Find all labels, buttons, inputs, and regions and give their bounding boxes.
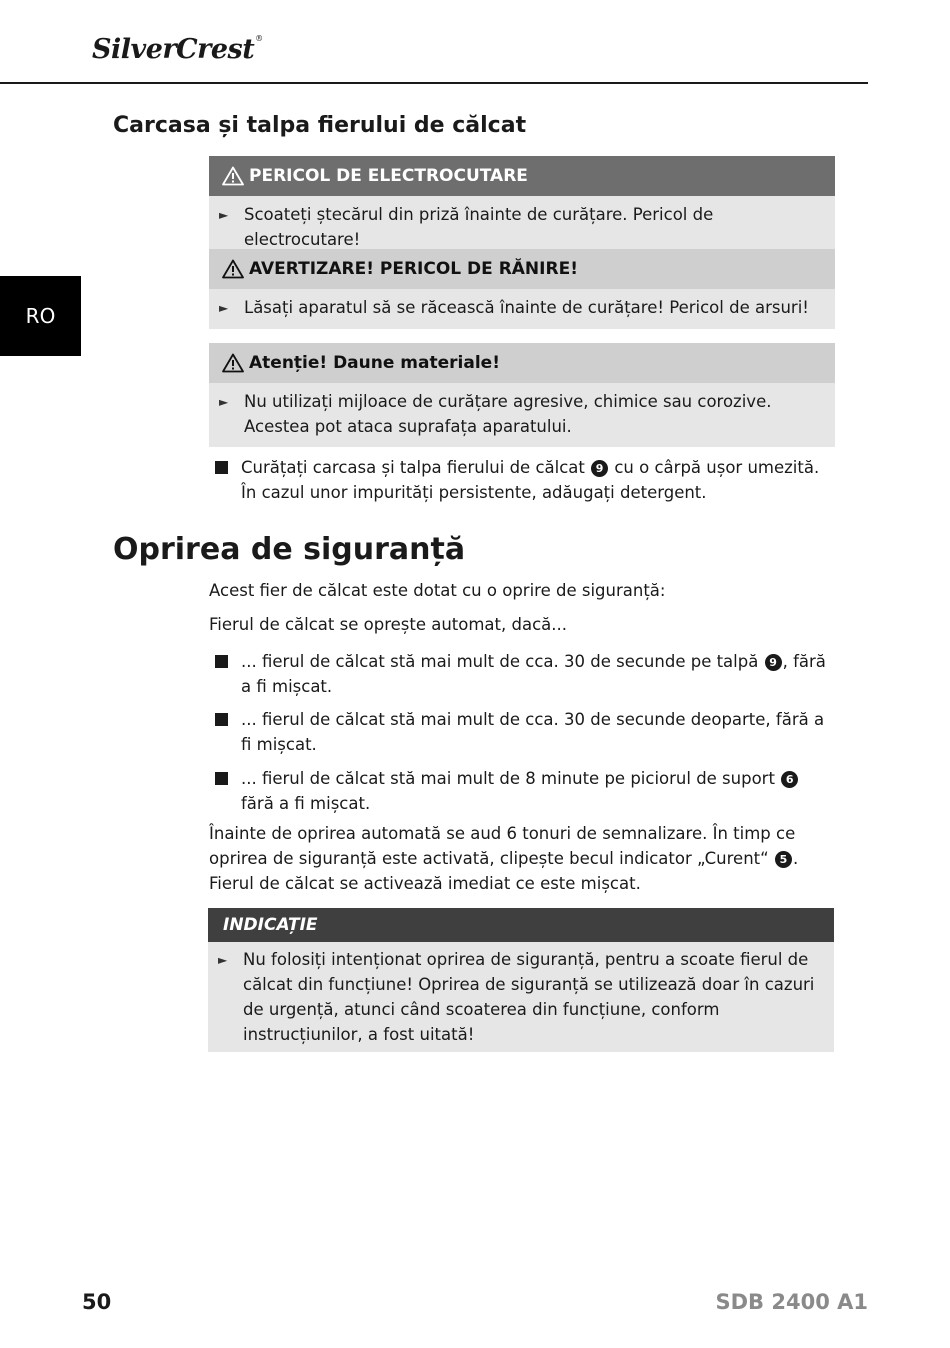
part-number-badge: 5 <box>775 851 792 868</box>
note-body <box>208 942 834 1052</box>
box-header <box>209 249 835 289</box>
square-bullet-icon <box>215 461 228 474</box>
condition-paragraph: Fierul de călcat se oprește automat, dacă... <box>209 615 568 634</box>
intro-paragraph: Acest fier de călcat este dotat cu o oprire de siguranță: <box>209 581 666 600</box>
header-divider <box>0 82 868 84</box>
box-text: Nu utilizați mijloace de curățare agresive, chimice sau corozive. Acestea pot ataca suprafața aparatului. <box>244 392 772 436</box>
warning-triangle-icon <box>222 259 244 279</box>
list-item-text: ... fierul de călcat stă mai mult de cca. 30 de secunde pe talpă 9 , fără a fi mișcat. <box>241 652 826 696</box>
box-title: AVERTIZARE! PERICOL DE RĂNIRE! <box>249 259 578 279</box>
brand-logo: SilverCrest® <box>92 34 263 65</box>
box-text: Scoateți ștecărul din priză înainte de curățare. Pericol de electrocutare! <box>244 205 714 249</box>
note-box <box>208 908 834 1052</box>
part-number-badge: 9 <box>591 460 608 477</box>
section-title-safety-shutoff: Oprirea de siguranță <box>113 532 466 567</box>
note-text: Nu folosiți intenționat oprirea de siguranță, pentru a scoate fierul de călcat din funcțiune! Oprirea de siguranță se utilizează doar în cazuri de urgență, atunci când scoaterea din funcțiune, conform instrucțiunilor, a fost uitată! <box>243 950 815 1044</box>
square-bullet-icon <box>215 655 228 668</box>
box-body <box>209 289 835 329</box>
list-item-text: ... fierul de călcat stă mai mult de cca. 30 de secunde deoparte, fără a fi mișcat. <box>241 710 825 754</box>
material-damage-box <box>209 343 835 447</box>
electrocution-danger-box <box>209 156 835 260</box>
box-title: Atenție! Daune materiale! <box>249 353 500 373</box>
box-header <box>209 156 835 196</box>
box-body <box>209 383 835 447</box>
note-title: INDICAȚIE <box>223 915 318 935</box>
warning-triangle-icon <box>222 166 244 186</box>
step-text: Curățați carcasa și talpa fierului de călcat 9 cu o cârpă ușor umezită. În cazul unor impurități persistente, adăugați detergent. <box>241 458 820 502</box>
injury-warning-box <box>209 249 835 329</box>
arrow-right-icon: ► <box>218 953 228 967</box>
note-header <box>208 908 834 942</box>
square-bullet-icon <box>215 772 228 785</box>
language-tab: RO <box>0 276 81 356</box>
section-title-housing: Carcasa și talpa fierului de călcat <box>113 113 527 138</box>
list-item <box>215 766 827 816</box>
cleaning-step <box>215 455 827 505</box>
signal-paragraph: Înainte de oprirea automată se aud 6 tonuri de semnalizare. În timp ce oprirea de siguranță este activată, clipește becul indicator „Curent“ 5 . Fierul de călcat se activează imediat ce este mișcat. <box>209 824 799 893</box>
box-header <box>209 343 835 383</box>
arrow-right-icon: ► <box>219 208 229 222</box>
box-text: Lăsați aparatul să se răcească înainte de curățare! Pericol de arsuri! <box>244 298 809 317</box>
part-number-badge: 9 <box>765 654 782 671</box>
page-number: 50 <box>82 1290 112 1314</box>
list-item-text: ... fierul de călcat stă mai mult de 8 minute pe piciorul de suport 6 fără a fi mișcat. <box>241 766 827 816</box>
arrow-right-icon: ► <box>219 301 229 315</box>
model-number: SDB 2400 A1 <box>715 1290 868 1314</box>
box-title: PERICOL DE ELECTROCUTARE <box>249 166 528 186</box>
square-bullet-icon <box>215 713 228 726</box>
warning-triangle-icon <box>222 353 244 373</box>
part-number-badge: 6 <box>781 771 798 788</box>
list-item <box>215 649 827 699</box>
list-item <box>215 707 827 757</box>
arrow-right-icon: ► <box>219 395 229 409</box>
